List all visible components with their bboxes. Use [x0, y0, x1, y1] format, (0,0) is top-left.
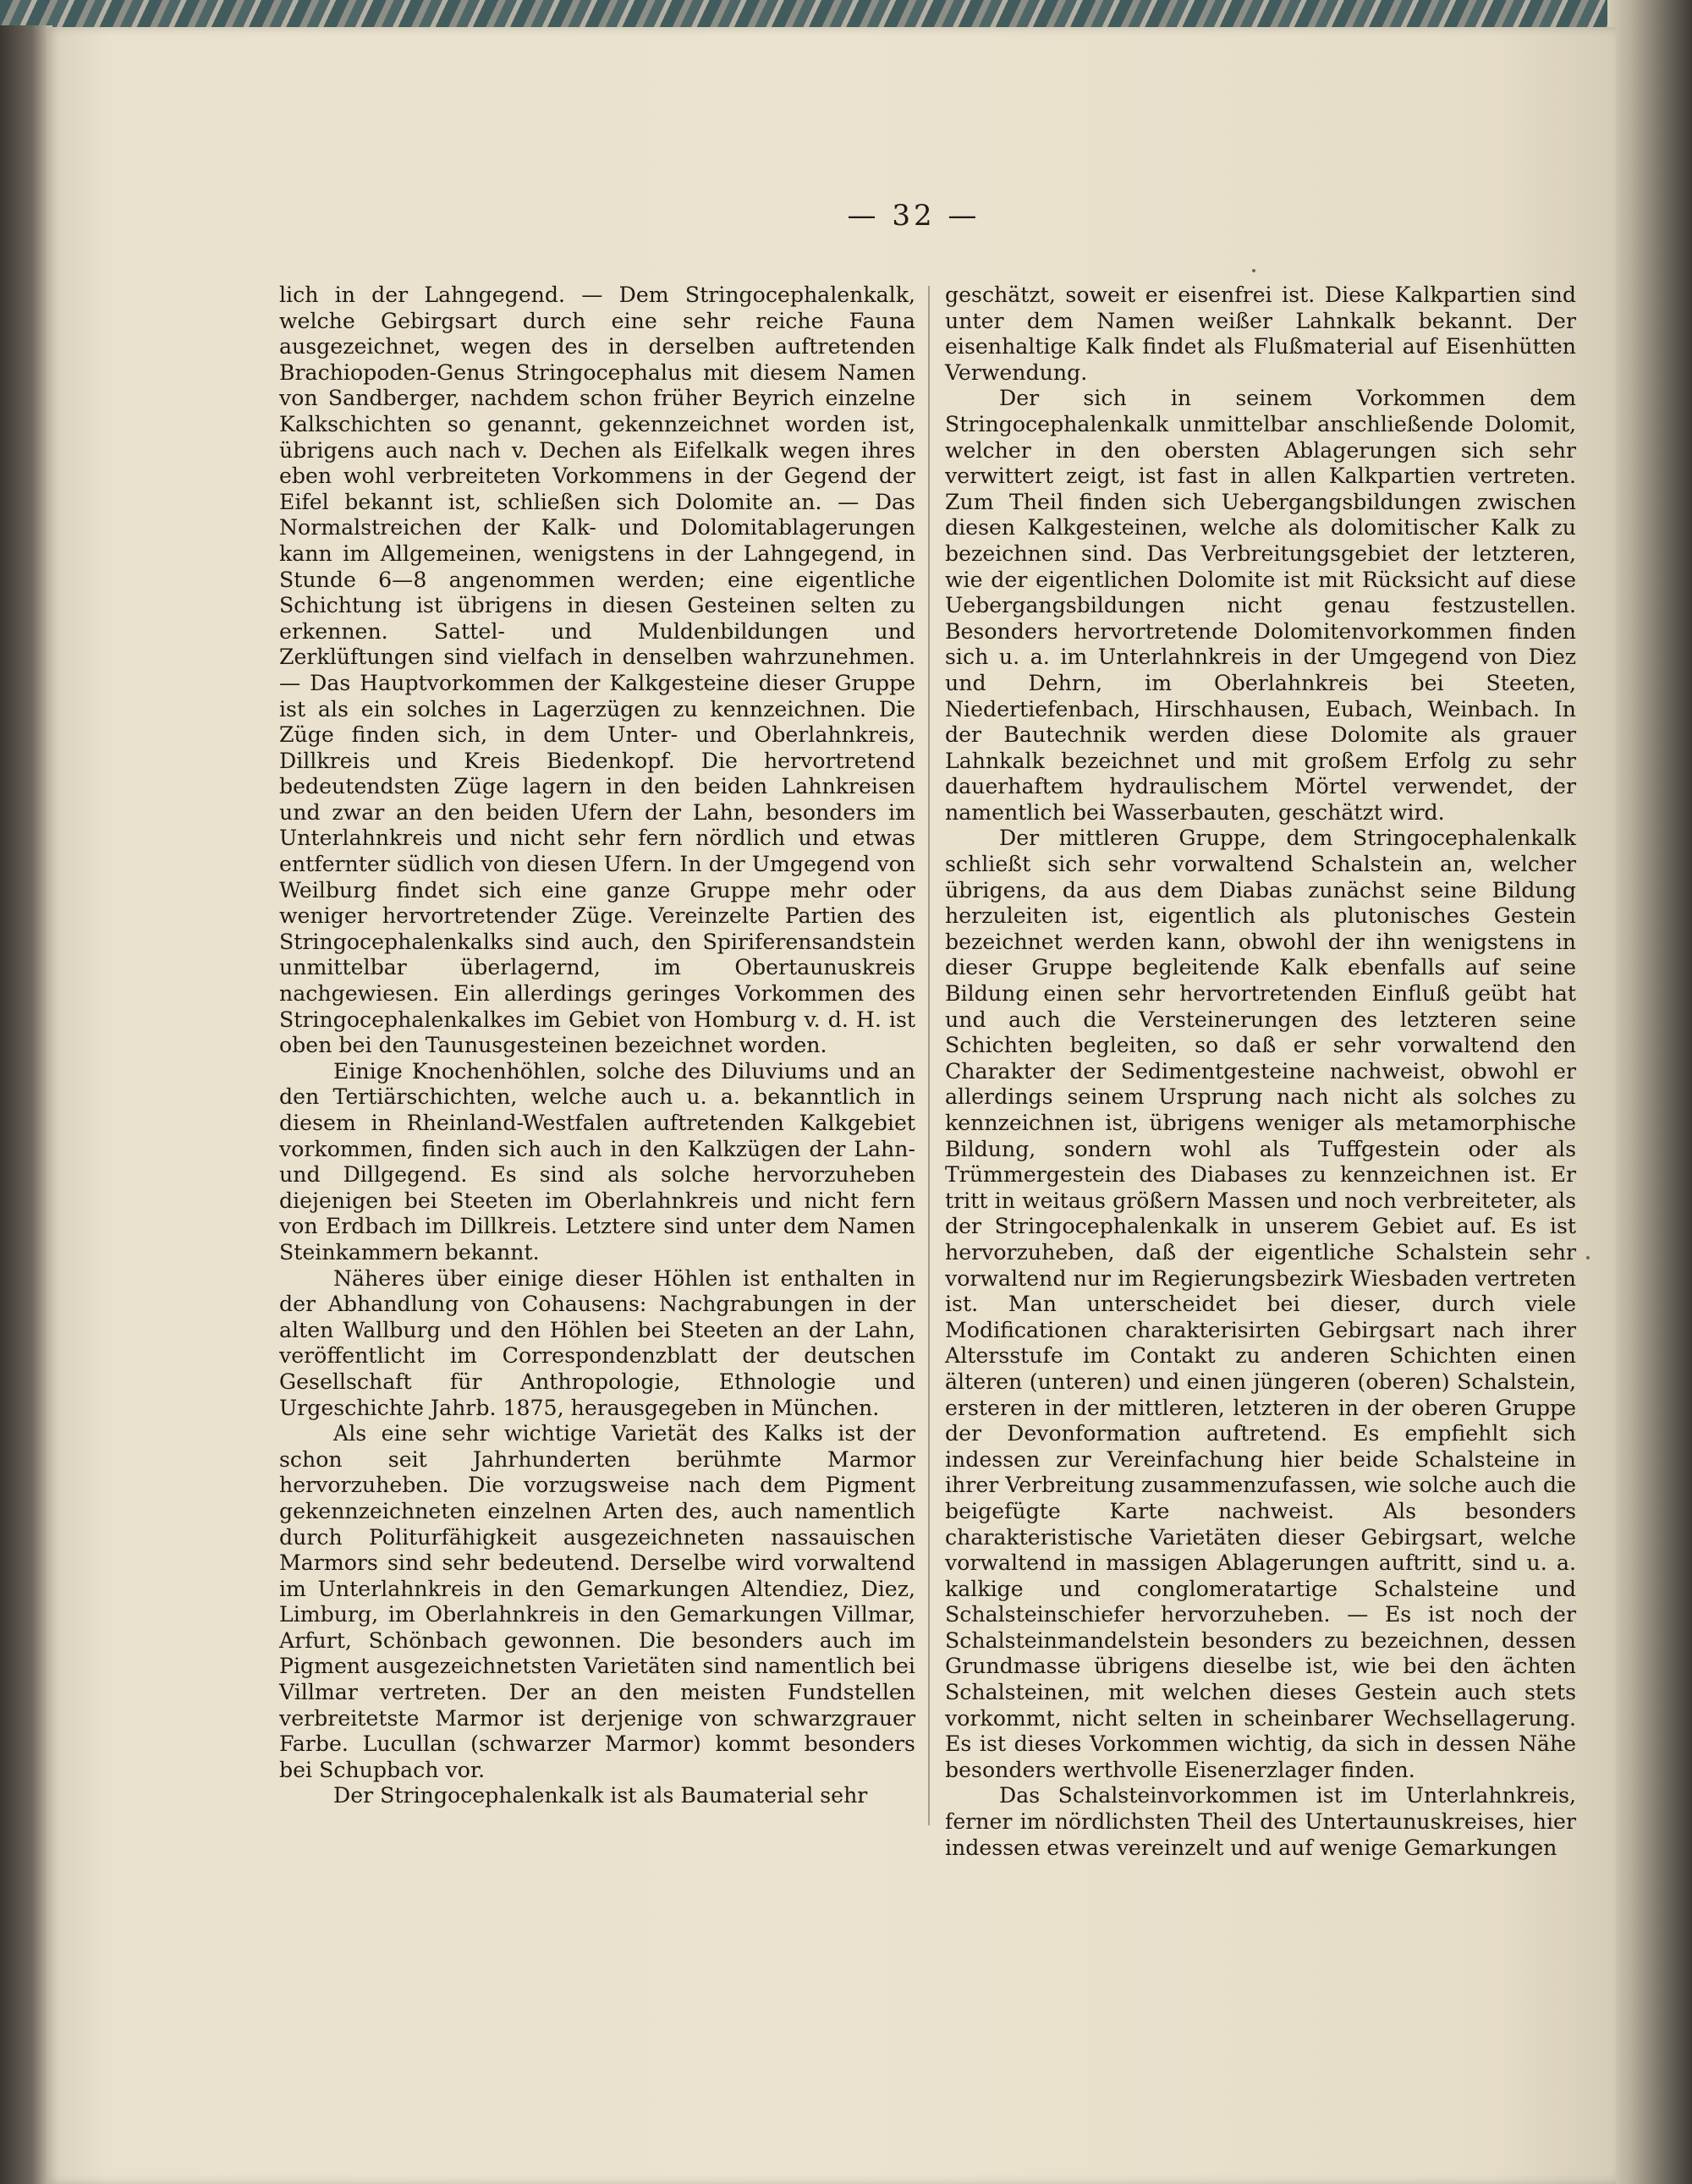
paragraph: Näheres über einige dieser Höhlen ist enthalten in der Abhandlung von Cohausens: Nachgrabungen in der alten Wallburg und den Höhlen bei Steeten an der Lahn, veröffentlicht im Correspondenzblatt der deutschen Gesellschaft für Anthropologie, Ethnologie und Urgeschichte Jahrb. 1875, herausgegeben in München.: [279, 1265, 915, 1420]
paragraph: Einige Knochenhöhlen, solche des Diluviums und an den Tertiärschichten, welche auch u. a. bekanntlich in diesem in Rheinland-Westfalen auftretenden Kalkgebiet vorkommen, finden sich auch in den Kalkzügen der Lahn- und Dillgegend. Es sind als solche hervorzuheben diejenigen bei Steeten im Oberlahnkreis und nicht fern von Erdbach im Dillkreis. Letztere sind unter dem Namen Steinkammern bekannt.: [279, 1058, 915, 1265]
paragraph: Das Schalsteinvorkommen ist im Unterlahnkreis, ferner im nördlichsten Theil des Untertaunuskreises, hier indessen etwas vereinzelt und auf wenige Gemarkungen: [945, 1783, 1576, 1860]
right-text-column: [945, 283, 1576, 1861]
column-divider: [928, 286, 930, 1825]
page-edge-shadow: [1607, 0, 1692, 2184]
paragraph: Der sich in seinem Vorkommen dem Stringocephalenkalk unmittelbar anschließende Dolomit, welcher in den obersten Ablagerungen sich sehr verwittert zeigt, ist fast in allen Kalkpartien vertreten. Zum Theil finden sich Uebergangsbildungen zwischen diesen Kalkgesteinen, welche als dolomitischer Kalk zu bezeichnen sind. Das Verbreitungsgebiet der letzteren, wie der eigentlichen Dolomite ist mit Rücksicht auf diese Uebergangsbildungen nicht genau festzustellen. Besonders hervortretende Dolomitenvorkommen finden sich u. a. im Unterlahnkreis in der Umgegend von Diez und Dehrn, im Oberlahnkreis bei Steeten, Niedertiefenbach, Hirschhausen, Eubach, Weinbach. In der Bautechnik werden diese Dolomite als grauer Lahnkalk bezeichnet und mit großem Erfolg zu sehr dauerhaftem hydraulischem Mörtel verwendet, der namentlich bei Wasserbauten, geschätzt wird.: [945, 386, 1576, 825]
print-speck: [1252, 269, 1255, 272]
left-text-column: [279, 283, 915, 1809]
page-number: — 32 —: [847, 199, 981, 233]
book-spine-shadow: [0, 25, 52, 2184]
paragraph: Der mittleren Gruppe, dem Stringocephalenkalk schließt sich sehr vorwaltend Schalstein an, welcher übrigens, da aus dem Diabas zunächst seine Bildung herzuleiten ist, eigentlich als plutonisches Gestein bezeichnet werden kann, obwohl der ihn wenigstens in dieser Gruppe begleitende Kalk ebenfalls auf seine Bildung einen sehr hervortretenden Einfluß geübt hat und auch die Versteinerungen des letzteren seine Schichten begleiten, so daß er sehr vorwaltend den Charakter der Sedimentgesteine nachweist, obwohl er allerdings seinem Ursprung nach nicht als solches zu kennzeichnen ist, übrigens weniger als metamorphische Bildung, sondern wohl als Tuffgestein oder als Trümmergestein des Diabases zu kennzeichnen ist. Er tritt in weitaus größern Massen und noch verbreiteter, als der Stringocephalenkalk in unserem Gebiet auf. Es ist hervorzuheben, daß der eigentliche Schalstein sehr vorwaltend nur im Regierungsbezirk Wiesbaden vertreten ist. Man unterscheidet bei dieser, durch viele Modificationen charakterisirten Gebirgsart nach ihrer Altersstufe im Contakt zu anderen Schichten einen älteren (unteren) und einen jüngeren (oberen) Schalstein, ersteren in der mittleren, letzteren in der oberen Gruppe der Devonformation auftretend. Es empfiehlt sich indessen zur Vereinfachung hier beide Schalsteine in ihrer Verbreitung zusammenzufassen, wie solche auch die beigefügte Karte nachweist. Als besonders charakteristische Varietäten dieser Gebirgsart, welche vorwaltend in massigen Ablagerungen auftritt, sind u. a. kalkige und conglomeratartige Schalsteine und Schalsteinschiefer hervorzuheben. — Es ist noch der Schalsteinmandelstein besonders zu bezeichnen, dessen Grundmasse übrigens dieselbe ist, wie bei den ächten Schalsteinen, mit welchen dieses Gestein auch stets vorkommt, nicht selten in scheinbarer Wechsellagerung. Es ist dieses Vorkommen wichtig, da sich in dessen Nähe besonders werthvolle Eisenerzlager finden.: [945, 826, 1576, 1782]
print-speck: [1586, 1256, 1590, 1259]
paragraph: lich in der Lahngegend. — Dem Stringocephalenkalk, welche Gebirgsart durch eine sehr reiche Fauna ausgezeichnet, wegen des in derselben auftretenden Brachiopoden-Genus Stringocephalus mit diesem Namen von Sandberger, nachdem schon früher Beyrich einzelne Kalkschichten so genannt, gekennzeichnet worden ist, übrigens auch nach v. Dechen als Eifelkalk wegen ihres eben wohl verbreiteten Vorkommens in der Gegend der Eifel bekannt ist, schließen sich Dolomite an. — Das Normalstreichen der Kalk- und Dolomitablagerungen kann im Allgemeinen, wenigstens in der Lahngegend, in Stunde 6—8 angenommen werden; eine eigentliche Schichtung ist übrigens in diesen Gesteinen selten zu erkennen. Sattel- und Muldenbildungen und Zerklüftungen sind vielfach in denselben wahrzunehmen. — Das Hauptvorkommen der Kalkgesteine dieser Gruppe ist als ein solches in Lagerzügen zu kennzeichnen. Die Züge finden sich, in dem Unter- und Oberlahnkreis, Dillkreis und Kreis Biedenkopf. Die hervortretend bedeutendsten Züge lagern in den beiden Lahnkreisen und zwar an den beiden Ufern der Lahn, besonders im Unterlahnkreis und nicht sehr fern nördlich und etwas entfernter südlich von diesen Ufern. In der Umgegend von Weilburg findet sich eine ganze Gruppe mehr oder weniger hervortretender Züge. Vereinzelte Partien des Stringocephalenkalks sind auch, den Spiriferensandstein unmittelbar überlagernd, im Obertaunuskreis nachgewiesen. Ein allerdings geringes Vorkommen des Stringocephalenkalkes im Gebiet von Homburg v. d. H. ist oben bei den Taunusgesteinen bezeichnet worden.: [279, 283, 915, 1058]
paragraph: geschätzt, soweit er eisenfrei ist. Diese Kalkpartien sind unter dem Namen weißer Lahnkalk bekannt. Der eisenhaltige Kalk findet als Flußmaterial auf Eisenhütten Verwendung.: [945, 283, 1576, 385]
paragraph: Der Stringocephalenkalk ist als Baumaterial sehr: [333, 1783, 868, 1808]
paragraph: Als eine sehr wichtige Varietät des Kalks ist der schon seit Jahrhunderten berühmte Marmor hervorzuheben. Die vorzugsweise nach dem Pigment gekennzeichneten einzelnen Arten des, auch namentlich durch Politurfähigkeit ausgezeichneten nassauischen Marmors sind sehr bedeutend. Derselbe wird vorwaltend im Unterlahnkreis in den Gemarkungen Altendiez, Diez, Limburg, im Oberlahnkreis in den Gemarkungen Villmar, Arfurt, Schönbach gewonnen. Die besonders auch im Pigment ausgezeichnetsten Varietäten sind namentlich bei Villmar vertreten. Der an den meisten Fundstellen verbreitetste Marmor ist derjenige von schwarzgrauer Farbe. Lucullan (schwarzer Marmor) kommt besonders bei Schupbach vor.: [279, 1421, 915, 1782]
